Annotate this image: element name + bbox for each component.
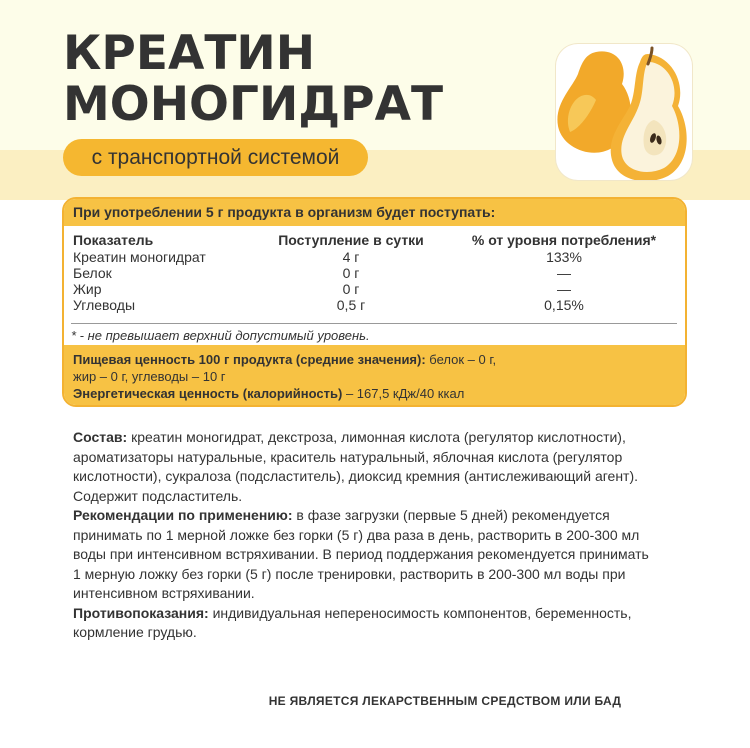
row-name: Углеводы xyxy=(73,297,136,313)
subtitle-badge: с транспортной системой xyxy=(63,139,368,176)
usage-label: Рекомендации по применению: xyxy=(73,507,293,523)
row-name: Креатин моногидрат xyxy=(73,249,206,265)
value-text-a: белок – 0 г, xyxy=(425,352,497,367)
energy-text: – 167,5 кДж/40 ккал xyxy=(342,386,465,401)
contraindications-label: Противопоказания: xyxy=(73,604,209,621)
energy-label: Энергетическая ценность (калорийность) xyxy=(73,386,343,401)
row-amount: 0,5 г xyxy=(336,297,366,313)
table-row xyxy=(71,297,677,313)
row-percent: — xyxy=(557,281,571,297)
row-name: Жир xyxy=(73,281,102,297)
table-row xyxy=(71,265,677,281)
disclaimer: НЕ ЯВЛЯЕТСЯ ЛЕКАРСТВЕННЫМ СРЕДСТВОМ ИЛИ БАД xyxy=(268,694,622,708)
row-percent: 133% xyxy=(546,249,582,265)
composition-paragraph xyxy=(73,428,653,506)
nutrition-heading: При употреблении 5 г продукта в организм будет поступать: xyxy=(64,199,685,226)
row-amount: 0 г xyxy=(342,265,360,281)
composition-label: Состав: xyxy=(73,429,128,445)
nutrition-value-block xyxy=(64,345,685,407)
value-label: Пищевая ценность 100 г продукта (средние значения): xyxy=(73,352,426,367)
usage-paragraph xyxy=(73,506,653,604)
nutrition-card xyxy=(62,197,687,407)
footnote: * - не превышает верхний допустимый уровень. xyxy=(71,323,677,343)
composition-text: креатин моногидрат, декстроза, лимонная кислота (регулятор кислотности), ароматизаторы натуральные, краситель натуральный, яблочная кислота (регулятор кислотности), сукралоза (подсластитель), диоксид кремния (антислеживающий агент). Содержит подсластитель. xyxy=(73,429,639,504)
nutrition-table xyxy=(71,231,677,313)
table-row xyxy=(71,281,677,297)
table-row xyxy=(71,249,677,265)
pear-illustration xyxy=(556,44,692,180)
row-amount: 0 г xyxy=(342,281,360,297)
pear-icon xyxy=(556,44,692,180)
title-line-1: КРЕАТИН xyxy=(63,26,316,81)
column-header: % от уровня потребления* xyxy=(471,232,657,248)
row-name: Белок xyxy=(73,265,112,281)
row-amount: 4 г xyxy=(342,249,360,265)
product-title xyxy=(63,28,443,130)
product-description xyxy=(73,428,653,643)
row-percent: 0,15% xyxy=(544,297,584,313)
title-line-2: МОНОГИДРАТ xyxy=(63,77,444,132)
contraindications-text: индивидуальная непереносимость компонентов, беременность, кормление грудью. xyxy=(73,604,632,640)
value-text-b: жир – 0 г, углеводы – 10 г xyxy=(73,369,226,384)
table-header-row xyxy=(71,231,677,249)
column-header: Показатель xyxy=(73,232,154,248)
usage-text: в фазе загрузки (первые 5 дней) рекомендуется принимать по 1 мерной ложке без горки (5 г) два раза в день, растворить в 200-300 мл воды при интенсивном встряхивании. В период поддержания рекомендуется принимать 1 мерную ложку без горки (5 г) после тренировки, растворить в 200-300 мл воды при интенсивном встряхивании. xyxy=(73,507,649,601)
column-header: Поступление в сутки xyxy=(278,232,424,248)
row-percent: — xyxy=(557,265,571,281)
contraindications-paragraph xyxy=(73,604,653,643)
